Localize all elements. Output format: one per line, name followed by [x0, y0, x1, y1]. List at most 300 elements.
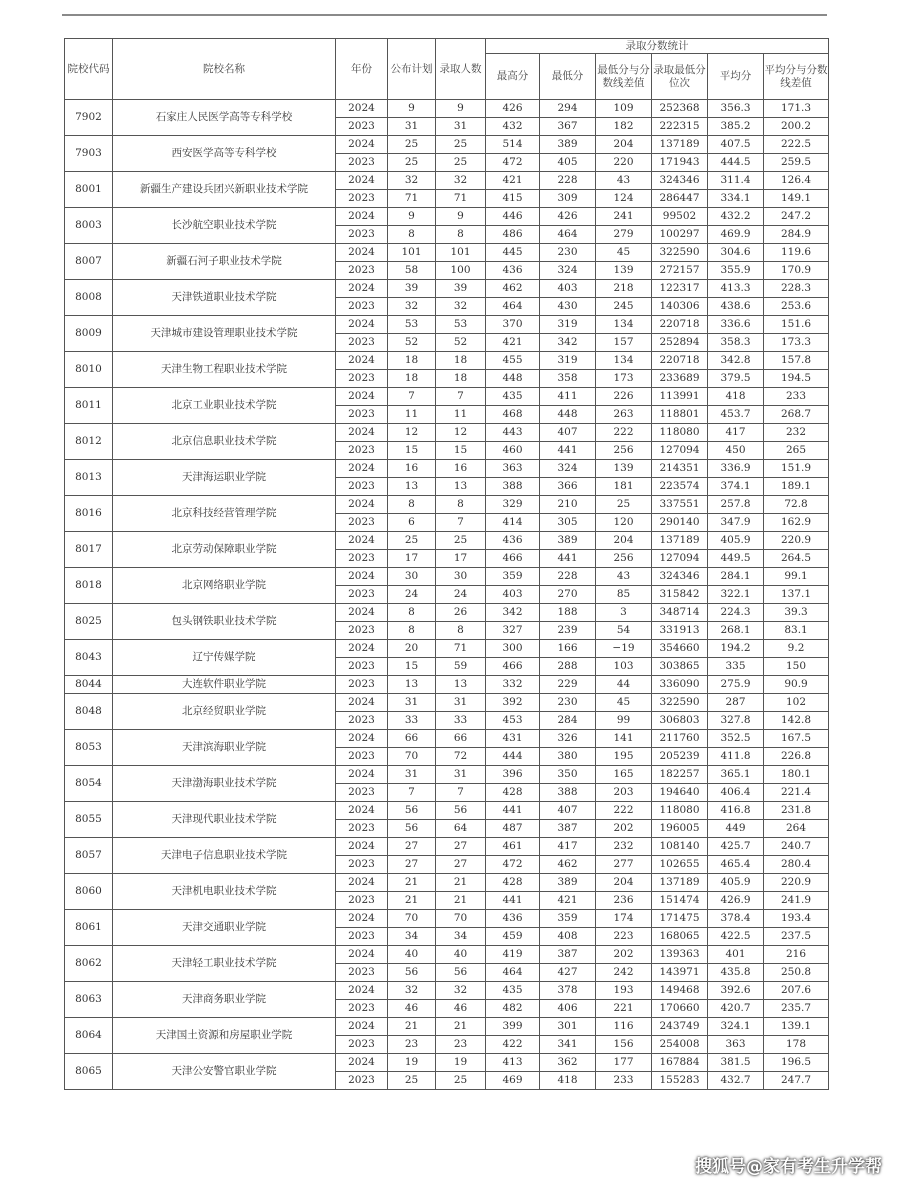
- cell-min-score: 421: [540, 892, 596, 910]
- cell-min-rank: 286447: [652, 190, 708, 208]
- cell-admitted: 7: [436, 514, 486, 532]
- cell-min-score: 210: [540, 496, 596, 514]
- cell-min-score: 309: [540, 190, 596, 208]
- cell-avg-score: 287: [708, 694, 764, 712]
- cell-year: 2023: [336, 514, 388, 532]
- cell-avg-diff: 119.6: [764, 244, 829, 262]
- cell-plan: 17: [388, 550, 436, 568]
- cell-min-rank: 139363: [652, 946, 708, 964]
- cell-avg-score: 379.5: [708, 370, 764, 388]
- school-code: 8017: [65, 532, 113, 568]
- cell-min-score: 350: [540, 766, 596, 784]
- school-code: 8001: [65, 172, 113, 208]
- cell-avg-diff: 220.9: [764, 532, 829, 550]
- cell-min-rank: 290140: [652, 514, 708, 532]
- cell-avg-diff: 228.3: [764, 280, 829, 298]
- cell-avg-diff: 102: [764, 694, 829, 712]
- cell-avg-score: 420.7: [708, 1000, 764, 1018]
- cell-min-diff: 124: [596, 190, 652, 208]
- school-name: 天津现代职业技术学院: [113, 802, 336, 838]
- cell-plan: 58: [388, 262, 436, 280]
- cell-admitted: 27: [436, 838, 486, 856]
- cell-min-score: 417: [540, 838, 596, 856]
- cell-avg-score: 418: [708, 388, 764, 406]
- cell-avg-diff: 241.9: [764, 892, 829, 910]
- header-stats-group: 录取分数统计: [486, 39, 829, 54]
- school-code: 8044: [65, 676, 113, 694]
- cell-max-score: 436: [486, 910, 540, 928]
- cell-year: 2024: [336, 730, 388, 748]
- cell-avg-diff: 151.9: [764, 460, 829, 478]
- cell-min-diff: 44: [596, 676, 652, 694]
- cell-min-rank: 336090: [652, 676, 708, 694]
- cell-avg-diff: 170.9: [764, 262, 829, 280]
- cell-plan: 24: [388, 586, 436, 604]
- cell-plan: 15: [388, 658, 436, 676]
- cell-admitted: 8: [436, 622, 486, 640]
- cell-plan: 56: [388, 964, 436, 982]
- cell-min-diff: 25: [596, 496, 652, 514]
- cell-min-diff: 232: [596, 838, 652, 856]
- school-code: 7902: [65, 100, 113, 136]
- cell-avg-diff: 194.5: [764, 370, 829, 388]
- header-min: 最低分: [540, 54, 596, 100]
- cell-min-diff: 134: [596, 352, 652, 370]
- cell-max-score: 432: [486, 118, 540, 136]
- cell-plan: 56: [388, 820, 436, 838]
- top-rule: [62, 14, 827, 16]
- school-name: 天津交通职业学院: [113, 910, 336, 946]
- cell-max-score: 388: [486, 478, 540, 496]
- cell-min-rank: 140306: [652, 298, 708, 316]
- cell-plan: 7: [388, 784, 436, 802]
- cell-min-rank: 113991: [652, 388, 708, 406]
- cell-avg-diff: 264: [764, 820, 829, 838]
- cell-avg-diff: 157.8: [764, 352, 829, 370]
- cell-admitted: 72: [436, 748, 486, 766]
- cell-min-score: 342: [540, 334, 596, 352]
- cell-avg-score: 432.2: [708, 208, 764, 226]
- school-code: 8007: [65, 244, 113, 280]
- cell-min-rank: 252368: [652, 100, 708, 118]
- school-name: 天津国土资源和房屋职业学院: [113, 1018, 336, 1054]
- cell-admitted: 56: [436, 964, 486, 982]
- cell-avg-diff: 151.6: [764, 316, 829, 334]
- cell-plan: 66: [388, 730, 436, 748]
- cell-max-score: 435: [486, 982, 540, 1000]
- cell-admitted: 100: [436, 262, 486, 280]
- table-row: [65, 568, 829, 586]
- cell-year: 2023: [336, 190, 388, 208]
- cell-plan: 23: [388, 1036, 436, 1054]
- cell-plan: 20: [388, 640, 436, 658]
- cell-year: 2023: [336, 928, 388, 946]
- cell-max-score: 487: [486, 820, 540, 838]
- cell-min-diff: 279: [596, 226, 652, 244]
- cell-min-diff: 43: [596, 172, 652, 190]
- cell-avg-diff: 231.8: [764, 802, 829, 820]
- cell-max-score: 444: [486, 748, 540, 766]
- cell-avg-score: 426.9: [708, 892, 764, 910]
- school-name: 石家庄人民医学高等专科学校: [113, 100, 336, 136]
- school-code: 8057: [65, 838, 113, 874]
- cell-year: 2024: [336, 532, 388, 550]
- cell-avg-score: 381.5: [708, 1054, 764, 1072]
- cell-avg-diff: 83.1: [764, 622, 829, 640]
- cell-min-rank: 122317: [652, 280, 708, 298]
- cell-min-diff: 242: [596, 964, 652, 982]
- cell-plan: 31: [388, 694, 436, 712]
- cell-min-score: 405: [540, 154, 596, 172]
- cell-admitted: 18: [436, 370, 486, 388]
- cell-min-score: 441: [540, 550, 596, 568]
- cell-year: 2023: [336, 856, 388, 874]
- table-row: [65, 244, 829, 262]
- cell-plan: 21: [388, 892, 436, 910]
- cell-avg-diff: 139.1: [764, 1018, 829, 1036]
- cell-max-score: 332: [486, 676, 540, 694]
- school-code: 8064: [65, 1018, 113, 1054]
- cell-min-diff: 256: [596, 550, 652, 568]
- cell-avg-diff: 221.4: [764, 784, 829, 802]
- cell-year: 2023: [336, 1000, 388, 1018]
- school-code: 8011: [65, 388, 113, 424]
- cell-plan: 21: [388, 874, 436, 892]
- school-code: 8012: [65, 424, 113, 460]
- cell-min-diff: 45: [596, 694, 652, 712]
- cell-max-score: 403: [486, 586, 540, 604]
- cell-min-diff: 103: [596, 658, 652, 676]
- cell-admitted: 9: [436, 208, 486, 226]
- cell-min-diff: 173: [596, 370, 652, 388]
- cell-avg-score: 422.5: [708, 928, 764, 946]
- cell-avg-score: 365.1: [708, 766, 764, 784]
- cell-avg-score: 334.1: [708, 190, 764, 208]
- cell-min-diff: 233: [596, 1072, 652, 1090]
- cell-admitted: 32: [436, 982, 486, 1000]
- school-code: 8061: [65, 910, 113, 946]
- cell-min-diff: 3: [596, 604, 652, 622]
- cell-year: 2024: [336, 280, 388, 298]
- cell-min-diff: 99: [596, 712, 652, 730]
- cell-avg-score: 392.6: [708, 982, 764, 1000]
- cell-min-score: 362: [540, 1054, 596, 1072]
- school-name: 天津海运职业学院: [113, 460, 336, 496]
- cell-min-score: 228: [540, 568, 596, 586]
- cell-min-score: 284: [540, 712, 596, 730]
- cell-plan: 46: [388, 1000, 436, 1018]
- cell-avg-score: 378.4: [708, 910, 764, 928]
- cell-min-rank: 211760: [652, 730, 708, 748]
- cell-year: 2024: [336, 208, 388, 226]
- cell-avg-score: 275.9: [708, 676, 764, 694]
- cell-avg-score: 322.1: [708, 586, 764, 604]
- cell-max-score: 514: [486, 136, 540, 154]
- school-name: 天津电子信息职业技术学院: [113, 838, 336, 874]
- table-row: [65, 1018, 829, 1036]
- school-code: 8018: [65, 568, 113, 604]
- cell-min-rank: 118080: [652, 424, 708, 442]
- school-name: 北京网络职业学院: [113, 568, 336, 604]
- cell-max-score: 436: [486, 532, 540, 550]
- school-name: 天津机电职业技术学院: [113, 874, 336, 910]
- cell-avg-diff: 137.1: [764, 586, 829, 604]
- cell-admitted: 27: [436, 856, 486, 874]
- cell-plan: 8: [388, 622, 436, 640]
- table-row: [65, 172, 829, 190]
- header-min-diff: 最低分与分数线差值: [596, 54, 652, 100]
- cell-plan: 13: [388, 478, 436, 496]
- cell-min-rank: 324346: [652, 568, 708, 586]
- cell-min-score: 403: [540, 280, 596, 298]
- cell-min-score: 389: [540, 874, 596, 892]
- school-code: 8048: [65, 694, 113, 730]
- cell-avg-score: 401: [708, 946, 764, 964]
- cell-max-score: 422: [486, 1036, 540, 1054]
- table-row: [65, 910, 829, 928]
- cell-min-score: 406: [540, 1000, 596, 1018]
- cell-min-diff: 223: [596, 928, 652, 946]
- cell-min-diff: 134: [596, 316, 652, 334]
- cell-avg-score: 449.5: [708, 550, 764, 568]
- cell-min-diff: 54: [596, 622, 652, 640]
- cell-year: 2023: [336, 964, 388, 982]
- cell-avg-diff: 222.5: [764, 136, 829, 154]
- cell-avg-score: 358.3: [708, 334, 764, 352]
- cell-min-score: 228: [540, 172, 596, 190]
- cell-max-score: 468: [486, 406, 540, 424]
- cell-min-score: 426: [540, 208, 596, 226]
- cell-year: 2024: [336, 460, 388, 478]
- cell-min-score: 359: [540, 910, 596, 928]
- cell-min-score: 418: [540, 1072, 596, 1090]
- cell-max-score: 415: [486, 190, 540, 208]
- cell-min-rank: 223574: [652, 478, 708, 496]
- table-row: [65, 460, 829, 478]
- cell-min-rank: 348714: [652, 604, 708, 622]
- cell-min-diff: 141: [596, 730, 652, 748]
- table-row: [65, 208, 829, 226]
- cell-avg-diff: 150: [764, 658, 829, 676]
- cell-avg-score: 347.9: [708, 514, 764, 532]
- cell-min-score: 411: [540, 388, 596, 406]
- cell-max-score: 419: [486, 946, 540, 964]
- cell-min-score: 464: [540, 226, 596, 244]
- school-code: 8025: [65, 604, 113, 640]
- cell-year: 2023: [336, 892, 388, 910]
- school-code: 8043: [65, 640, 113, 676]
- cell-admitted: 46: [436, 1000, 486, 1018]
- cell-avg-score: 352.5: [708, 730, 764, 748]
- school-name: 天津城市建设管理职业技术学院: [113, 316, 336, 352]
- cell-admitted: 56: [436, 802, 486, 820]
- cell-plan: 39: [388, 280, 436, 298]
- header-avg-diff: 平均分与分数线差值: [764, 54, 829, 100]
- cell-admitted: 25: [436, 1072, 486, 1090]
- cell-min-rank: 151474: [652, 892, 708, 910]
- cell-admitted: 59: [436, 658, 486, 676]
- cell-admitted: 17: [436, 550, 486, 568]
- cell-min-rank: 315842: [652, 586, 708, 604]
- cell-min-score: 288: [540, 658, 596, 676]
- cell-min-rank: 143971: [652, 964, 708, 982]
- cell-max-score: 443: [486, 424, 540, 442]
- cell-min-diff: 222: [596, 802, 652, 820]
- cell-admitted: 30: [436, 568, 486, 586]
- cell-admitted: 24: [436, 586, 486, 604]
- cell-min-rank: 137189: [652, 136, 708, 154]
- cell-max-score: 460: [486, 442, 540, 460]
- cell-year: 2023: [336, 712, 388, 730]
- cell-max-score: 441: [486, 892, 540, 910]
- cell-min-rank: 108140: [652, 838, 708, 856]
- cell-plan: 33: [388, 712, 436, 730]
- cell-max-score: 446: [486, 208, 540, 226]
- cell-admitted: 40: [436, 946, 486, 964]
- cell-admitted: 11: [436, 406, 486, 424]
- cell-max-score: 466: [486, 658, 540, 676]
- cell-plan: 56: [388, 802, 436, 820]
- cell-min-score: 301: [540, 1018, 596, 1036]
- cell-avg-score: 335: [708, 658, 764, 676]
- cell-min-score: 408: [540, 928, 596, 946]
- cell-min-score: 407: [540, 424, 596, 442]
- cell-min-diff: 263: [596, 406, 652, 424]
- cell-admitted: 31: [436, 766, 486, 784]
- header-admitted: 录取人数: [436, 39, 486, 100]
- cell-avg-score: 363: [708, 1036, 764, 1054]
- cell-avg-score: 449: [708, 820, 764, 838]
- cell-admitted: 13: [436, 478, 486, 496]
- cell-min-rank: 214351: [652, 460, 708, 478]
- cell-avg-score: 425.7: [708, 838, 764, 856]
- cell-admitted: 7: [436, 388, 486, 406]
- cell-min-diff: 241: [596, 208, 652, 226]
- school-name: 天津生物工程职业技术学院: [113, 352, 336, 388]
- cell-avg-diff: 247.2: [764, 208, 829, 226]
- school-code: 8013: [65, 460, 113, 496]
- cell-min-diff: 116: [596, 1018, 652, 1036]
- cell-avg-score: 336.9: [708, 460, 764, 478]
- school-name: 长沙航空职业技术学院: [113, 208, 336, 244]
- school-name: 新疆石河子职业技术学院: [113, 244, 336, 280]
- header-max: 最高分: [486, 54, 540, 100]
- school-code: 8010: [65, 352, 113, 388]
- cell-plan: 31: [388, 766, 436, 784]
- cell-min-diff: 204: [596, 874, 652, 892]
- cell-plan: 70: [388, 748, 436, 766]
- cell-plan: 18: [388, 352, 436, 370]
- cell-max-score: 428: [486, 874, 540, 892]
- cell-min-diff: 204: [596, 532, 652, 550]
- cell-year: 2024: [336, 352, 388, 370]
- cell-min-diff: 177: [596, 1054, 652, 1072]
- cell-min-score: 388: [540, 784, 596, 802]
- table-row: [65, 352, 829, 370]
- cell-min-rank: 243749: [652, 1018, 708, 1036]
- cell-min-score: 448: [540, 406, 596, 424]
- cell-min-diff: 174: [596, 910, 652, 928]
- cell-min-score: 367: [540, 118, 596, 136]
- cell-year: 2024: [336, 136, 388, 154]
- cell-min-diff: 222: [596, 424, 652, 442]
- cell-avg-score: 469.9: [708, 226, 764, 244]
- cell-min-score: 270: [540, 586, 596, 604]
- cell-min-diff: 120: [596, 514, 652, 532]
- cell-max-score: 396: [486, 766, 540, 784]
- cell-year: 2023: [336, 1036, 388, 1054]
- cell-min-score: 427: [540, 964, 596, 982]
- cell-admitted: 70: [436, 910, 486, 928]
- cell-max-score: 461: [486, 838, 540, 856]
- cell-min-score: 305: [540, 514, 596, 532]
- cell-min-rank: 303865: [652, 658, 708, 676]
- cell-max-score: 466: [486, 550, 540, 568]
- cell-plan: 8: [388, 226, 436, 244]
- cell-min-rank: 170660: [652, 1000, 708, 1018]
- school-code: 7903: [65, 136, 113, 172]
- table-row: [65, 640, 829, 658]
- cell-max-score: 441: [486, 802, 540, 820]
- cell-year: 2023: [336, 784, 388, 802]
- cell-min-score: 294: [540, 100, 596, 118]
- cell-min-score: 441: [540, 442, 596, 460]
- cell-max-score: 414: [486, 514, 540, 532]
- table-row: [65, 316, 829, 334]
- cell-min-score: 239: [540, 622, 596, 640]
- cell-min-rank: 220718: [652, 352, 708, 370]
- cell-avg-diff: 240.7: [764, 838, 829, 856]
- cell-admitted: 21: [436, 1018, 486, 1036]
- cell-year: 2024: [336, 982, 388, 1000]
- cell-admitted: 25: [436, 154, 486, 172]
- watermark: 搜狐号@家有考生升学帮: [695, 1157, 882, 1177]
- cell-avg-score: 356.3: [708, 100, 764, 118]
- cell-min-diff: 204: [596, 136, 652, 154]
- cell-avg-diff: 268.7: [764, 406, 829, 424]
- cell-max-score: 435: [486, 388, 540, 406]
- cell-min-score: 380: [540, 748, 596, 766]
- cell-year: 2024: [336, 244, 388, 262]
- cell-min-rank: 149468: [652, 982, 708, 1000]
- cell-plan: 8: [388, 496, 436, 514]
- cell-admitted: 19: [436, 1054, 486, 1072]
- cell-year: 2024: [336, 424, 388, 442]
- cell-year: 2024: [336, 1054, 388, 1072]
- cell-min-score: 378: [540, 982, 596, 1000]
- cell-min-score: 326: [540, 730, 596, 748]
- cell-admitted: 7: [436, 784, 486, 802]
- cell-admitted: 34: [436, 928, 486, 946]
- cell-avg-score: 465.4: [708, 856, 764, 874]
- cell-avg-diff: 259.5: [764, 154, 829, 172]
- cell-min-score: 366: [540, 478, 596, 496]
- cell-plan: 18: [388, 370, 436, 388]
- cell-min-score: 462: [540, 856, 596, 874]
- cell-min-diff: 203: [596, 784, 652, 802]
- cell-year: 2024: [336, 1018, 388, 1036]
- cell-avg-diff: 220.9: [764, 874, 829, 892]
- table-row: [65, 280, 829, 298]
- cell-max-score: 459: [486, 928, 540, 946]
- cell-min-rank: 182257: [652, 766, 708, 784]
- cell-min-diff: 109: [596, 100, 652, 118]
- cell-min-rank: 220718: [652, 316, 708, 334]
- table-row: [65, 136, 829, 154]
- cell-year: 2024: [336, 910, 388, 928]
- cell-avg-score: 327.8: [708, 712, 764, 730]
- cell-plan: 32: [388, 172, 436, 190]
